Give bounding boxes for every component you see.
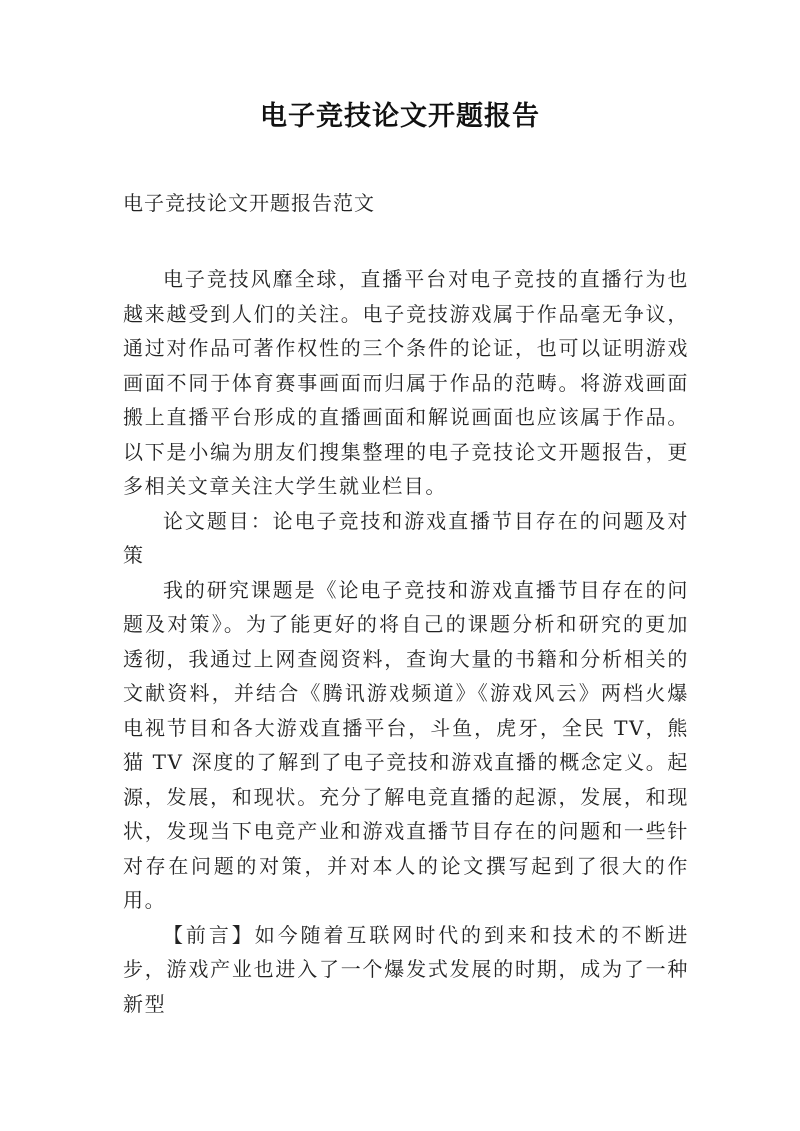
page-subtitle: 电子竞技论文开题报告范文 <box>123 191 375 215</box>
paragraph-preface: 【前言】如今随着互联网时代的到来和技术的不断进步，游戏产业也进入了一个爆发式发展的时期，成为了一种新型 <box>123 922 689 1016</box>
body-text <box>123 262 689 1021</box>
paragraph-thesis-topic: 论文题目：论电子竞技和游戏直播节目存在的问题及对策 <box>123 508 689 567</box>
page-title: 电子竞技论文开题报告 <box>260 101 540 132</box>
paragraph-intro: 电子竞技风靡全球，直播平台对电子竞技的直播行为也越来越受到人们的关注。电子竞技游戏属于作品毫无争议，通过对作品可著作权性的三个条件的论证，也可以证明游戏画面不同于体育赛事画面而归属于作品的范畴。将游戏画面搬上直播平台形成的直播画面和解说画面也应该属于作品。以下是小编为朋友们搜集整理的电子竞技论文开题报告，更多相关文章关注大学生就业栏目。 <box>123 267 689 498</box>
paragraph-research-topic: 我的研究课题是《论电子竞技和游戏直播节目存在的问题及对策》。为了能更好的将自己的课题分析和研究的更加透彻，我通过上网查阅资料，查询大量的书籍和分析相关的文献资料，并结合《腾讯游戏频道》《游戏风云》两档火爆电视节目和各大游戏直播平台，斗鱼，虎牙，全民 TV，熊猫 TV 深度的了解到了电子竞技和游戏直播的概念定义。起源，发展，和现状。充分了解电竞直播的起源，发展，和现状，发现当下电竞产业和游戏直播节目存在的问题和一些针对存在问题的对策，并对本人的论文撰写起到了很大的作用。 <box>123 577 689 912</box>
